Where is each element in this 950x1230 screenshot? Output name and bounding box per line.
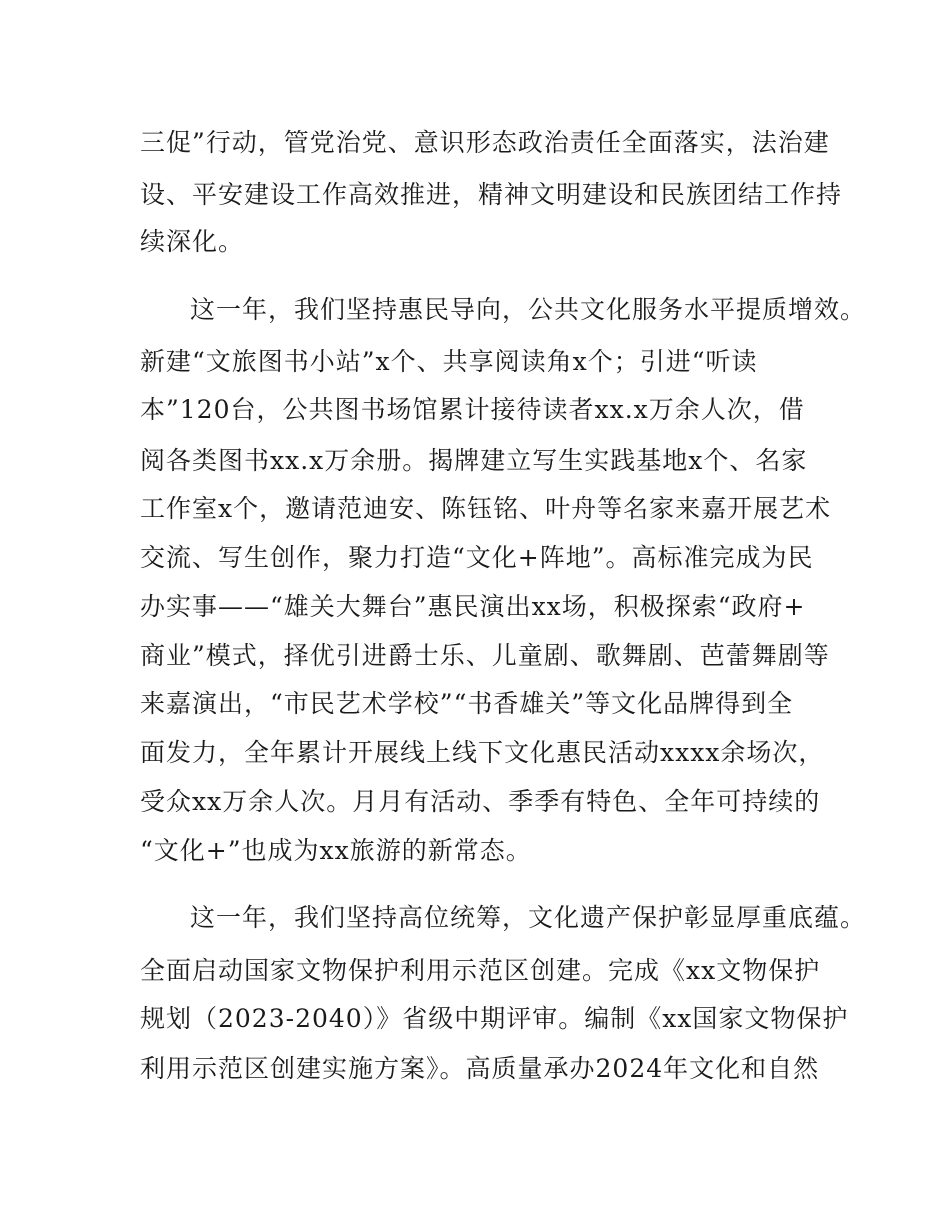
text-line: 规划（2023-2040）》省级中期评审。编制《xx国家文物保护 bbox=[140, 1004, 849, 1033]
text-line: 面发力，全年累计开展线上线下文化惠民活动xxxx余场次， bbox=[140, 738, 825, 767]
text-line: 办实事——“雄关大舞台”惠民演出xx场，积极探索“政府+ bbox=[140, 592, 806, 621]
text-line: “文化+”也成为xx旅游的新常态。 bbox=[140, 836, 532, 865]
text-line: 续深化。 bbox=[140, 227, 245, 256]
text-line: 交流、写生创作，聚力打造“文化+阵地”。高标准完成为民 bbox=[140, 543, 814, 572]
paragraph-first-line: 这一年，我们坚持高位统筹，文化遗产保护彰显厚重底蕴。 bbox=[190, 903, 867, 932]
text-line: 阅各类图书xx.x万余册。揭牌建立写生实践基地x个、名家 bbox=[140, 446, 808, 475]
text-line: 设、平安建设工作高效推进，精神文明建设和民族团结工作持 bbox=[140, 180, 843, 209]
text-line: 本”120台，公共图书场馆累计接待读者xx.x万余人次，借 bbox=[140, 395, 805, 424]
text-line: 新建“文旅图书小站”x个、共享阅读角x个；引进“听读 bbox=[140, 347, 758, 376]
text-line: 全面启动国家文物保护利用示范区创建。完成《xx文物保护 bbox=[140, 956, 821, 985]
text-line: 来嘉演出，“市民艺术学校”“书香雄关”等文化品牌得到全 bbox=[140, 689, 794, 718]
text-line: 工作室x个，邀请范迪安、陈钰铭、叶舟等名家来嘉开展艺术 bbox=[140, 494, 832, 523]
text-line: 利用示范区创建实施方案》。高质量承办2024年文化和自然 bbox=[140, 1054, 820, 1083]
text-line: 三促”行动，管党治党、意识形态政治责任全面落实，法治建 bbox=[140, 128, 830, 157]
paragraph-first-line: 这一年，我们坚持惠民导向，公共文化服务水平提质增效。 bbox=[190, 295, 867, 324]
text-line: 商业”模式，择优引进爵士乐、儿童剧、歌舞剧、芭蕾舞剧等 bbox=[140, 641, 830, 670]
text-line: 受众xx万余人次。月月有活动、季季有特色、全年可持续的 bbox=[140, 787, 821, 816]
